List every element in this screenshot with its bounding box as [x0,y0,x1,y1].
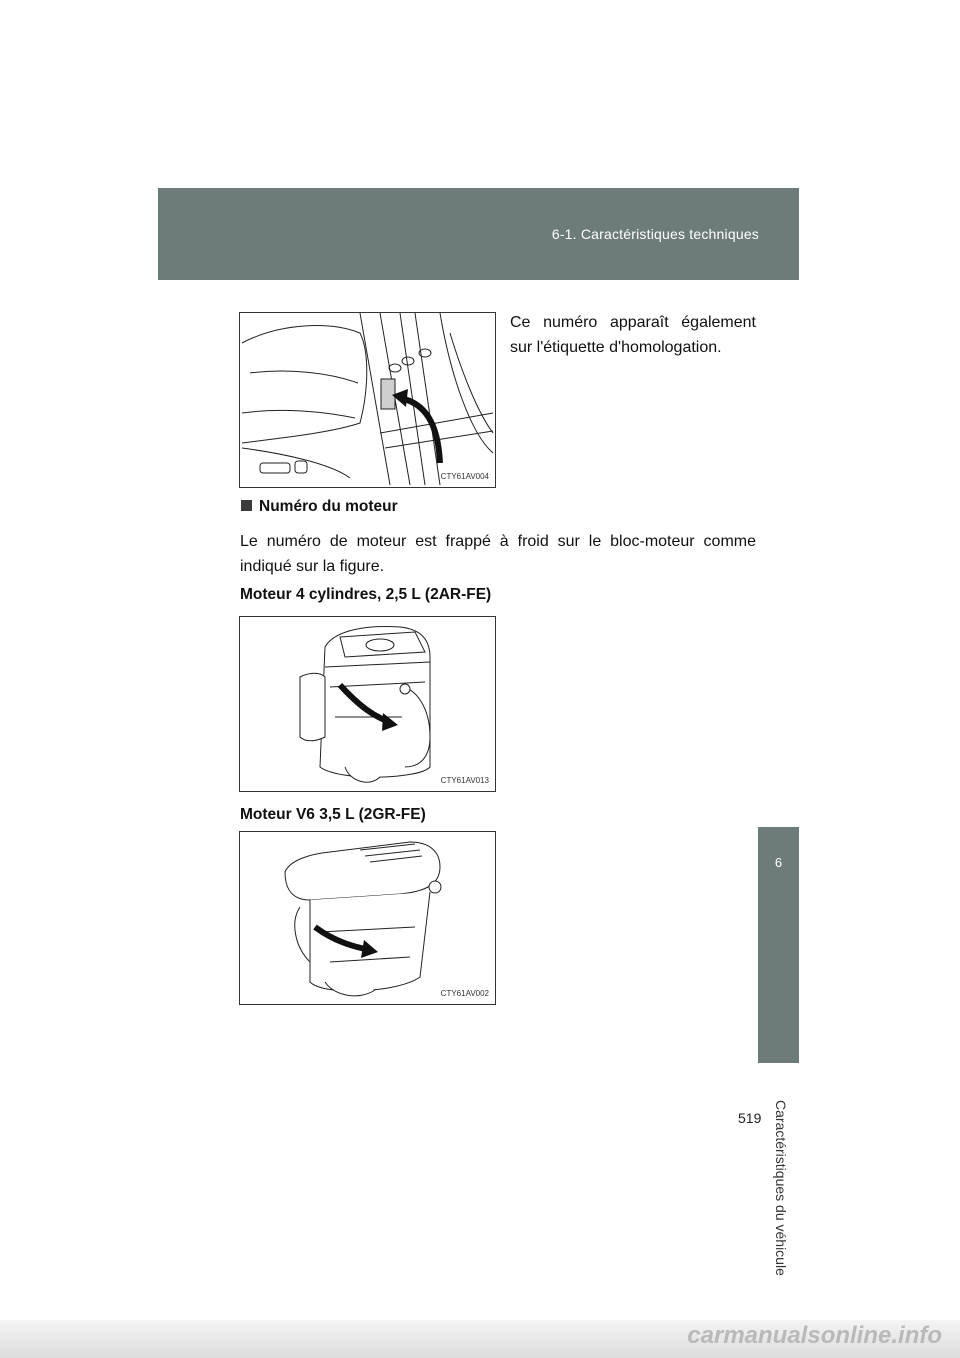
figure1-caption: Ce numéro apparaît également sur l'étiquette d'homologation. [510,314,756,356]
engine2-illustration [240,832,495,1004]
engine1-label: Moteur 4 cylindres, 2,5 L (2AR-FE) [240,586,492,603]
chapter-number: 6 [774,855,783,870]
footer-watermark: carmanualsonline.info [687,1322,942,1349]
door-pillar-illustration [240,313,495,487]
chapter-tab [758,827,799,1063]
engine-number-heading-text: Numéro du moteur [259,498,398,515]
footer-bar [0,1320,960,1358]
engine-number-description: Le numéro de moteur est frappé à froid sur le bloc-moteur comme indiqué sur la figure. [240,533,756,575]
engine2-label: Moteur V6 3,5 L (2GR-FE) [240,806,426,823]
engine1-illustration [240,617,495,791]
engine2-figure [239,831,496,1005]
page-number: 519 [738,1110,762,1126]
door-pillar-figure [239,312,496,488]
square-bullet-icon [241,500,252,511]
section-title: 6-1. Caractéristiques techniques [551,226,759,242]
figure-code: CTY61AV002 [440,989,489,998]
chapter-label: Caractéristiques du véhicule [773,1100,789,1276]
engine1-figure [239,616,496,792]
section-header [158,188,799,280]
figure-code: CTY61AV004 [440,472,489,481]
engine-number-heading [241,498,398,516]
figure-code: CTY61AV013 [440,776,489,785]
